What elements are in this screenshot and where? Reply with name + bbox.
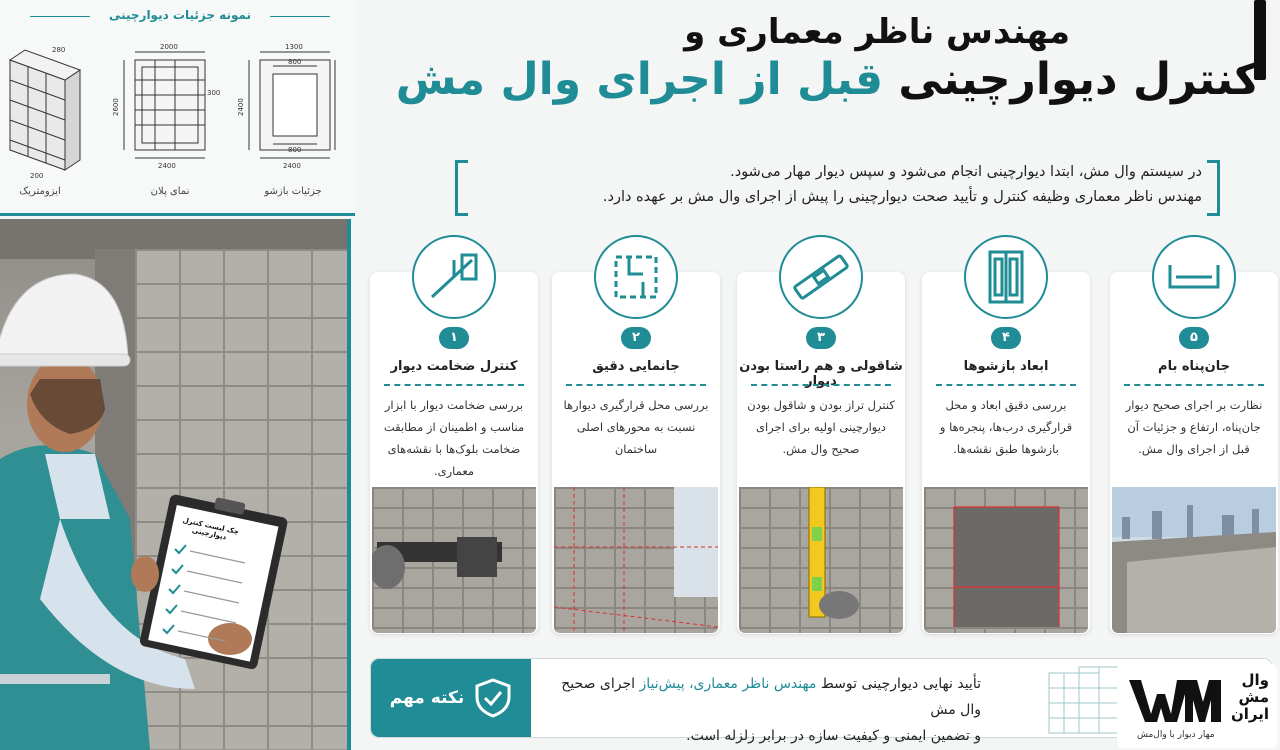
building-sketch-icon <box>1039 663 1129 735</box>
engineer-figure <box>0 219 350 750</box>
caliper-icon <box>412 235 496 319</box>
note-text-highlight: مهندس ناظر معماری، پیش‌نیاز <box>639 676 817 692</box>
card-description: کنترل تراز بودن و شاقول بودن دیوارچینی اولیه برای اجرای صحیح وال مش. <box>747 398 895 456</box>
plan-dim-inner: 300 <box>207 89 220 97</box>
plan-dim-small: 2000 <box>160 43 178 51</box>
details-title: نمونه جزئیات دیوارچینی <box>100 8 260 22</box>
open-dim-bottom: 800 <box>288 146 302 154</box>
open-dim-height: 2400 <box>237 98 245 116</box>
open-dim-top: 1300 <box>285 43 303 51</box>
page-header <box>380 12 1260 105</box>
note-text-pre: تأیید نهایی دیوارچینی توسط <box>816 676 981 692</box>
logo-line3: ایران <box>1230 705 1269 723</box>
card-title: شاقولی و هم راستا بودن دیوار <box>739 359 903 389</box>
card-separator <box>566 384 706 386</box>
details-panel <box>0 0 355 216</box>
card-title: کنترل ضخامت دیوار <box>390 359 518 374</box>
card-title: جانمایی دقیق <box>592 359 680 374</box>
opening-drawing <box>235 40 345 180</box>
logo-text <box>1231 672 1269 723</box>
opening-label: جزئیات بازشو <box>264 186 322 197</box>
logo-line1: وال <box>1241 671 1269 689</box>
shield-check-icon <box>474 677 512 719</box>
brand-logo <box>1117 664 1277 748</box>
card-photo <box>924 487 1088 633</box>
header-line2-dark: کنترل دیوارچینی <box>898 54 1260 105</box>
wm-logo-icon <box>1127 672 1222 727</box>
door-frame-icon <box>964 235 1048 319</box>
intro-line2: مهندس ناظر معماری وظیفه کنترل و تأیید صحت دیوارچینی را پیش از اجرای وال مش بر عهده دارد. <box>602 189 1202 205</box>
card-photo <box>739 487 903 633</box>
logo-tagline: مهار دیوار با وال‌مش <box>1137 730 1215 740</box>
header-line2-accent: قبل از اجرای وال مش <box>395 54 884 105</box>
card-separator <box>751 384 891 386</box>
plan-label: نمای پلان <box>150 186 190 197</box>
card-number: ۴ <box>991 327 1021 349</box>
plan-drawing <box>110 40 220 180</box>
isometric-drawing <box>0 40 95 180</box>
card-title: ابعاد بازشوها <box>963 359 1049 374</box>
panel-divider <box>347 219 351 750</box>
card-photo <box>1112 487 1276 633</box>
card-number: ۲ <box>621 327 651 349</box>
isometric-label: ایزومتریک <box>19 186 61 197</box>
card-separator <box>384 384 524 386</box>
spirit-level-icon <box>779 235 863 319</box>
card-photo <box>554 487 718 633</box>
note-badge-label: نکته مهم <box>389 688 465 708</box>
plan-dim-height: 2600 <box>112 98 120 116</box>
card-photo <box>372 487 536 633</box>
card-description: بررسی ضخامت دیوار با ابزار مناسب و اطمینان از مطابقت ضخامت بلوک‌ها با نقشه‌های معماری. <box>383 398 525 478</box>
card-description: بررسی محل قرارگیری دیوارها نسبت به محورهای اصلی ساختمان <box>563 398 709 456</box>
intro-box <box>455 160 1220 214</box>
clipboard-title: چک لیست کنترل دیوارچینی <box>181 516 240 542</box>
card-description: نظارت بر اجرای صحیح دیوار جان‌پناه، ارتفاع و جزئیات آن قبل از اجرای وال مش. <box>1125 398 1263 456</box>
logo-line2: مش <box>1238 688 1269 706</box>
plan-dim-width: 2400 <box>158 162 176 170</box>
engineer-photo <box>0 219 350 750</box>
card-description: بررسی دقیق ابعاد و محل قرارگیری درب‌ها، پنجره‌ها و بازشوها طبق نقشه‌ها. <box>939 398 1073 456</box>
floor-plan-icon <box>594 235 678 319</box>
card-title: جان‌پناه بام <box>1158 359 1230 374</box>
intro-line1: در سیستم وال مش، ابتدا دیوارچینی انجام می‌شود و سپس دیوار مهار می‌شود. <box>730 164 1202 180</box>
card-number: ۳ <box>806 327 836 349</box>
card-number: ۵ <box>1179 327 1209 349</box>
note-text <box>541 671 981 749</box>
note-text-post: اجرای صحیح وال مش <box>561 676 981 718</box>
header-line2 <box>380 54 1260 105</box>
iso-dim-top: 280 <box>52 46 66 54</box>
card-number: ۱ <box>439 327 469 349</box>
card-separator <box>1124 384 1264 386</box>
note-badge <box>371 659 531 737</box>
header-line1: مهندس ناظر معماری و <box>684 12 1070 52</box>
parapet-icon <box>1152 235 1236 319</box>
card-separator <box>936 384 1076 386</box>
note-text-line2: و تضمین ایمنی و کیفیت سازه در برابر زلزله است. <box>686 728 981 744</box>
iso-dim-side: 200 <box>30 172 44 180</box>
open-dim-inner: 800 <box>288 58 302 66</box>
open-dim-width: 2400 <box>283 162 301 170</box>
